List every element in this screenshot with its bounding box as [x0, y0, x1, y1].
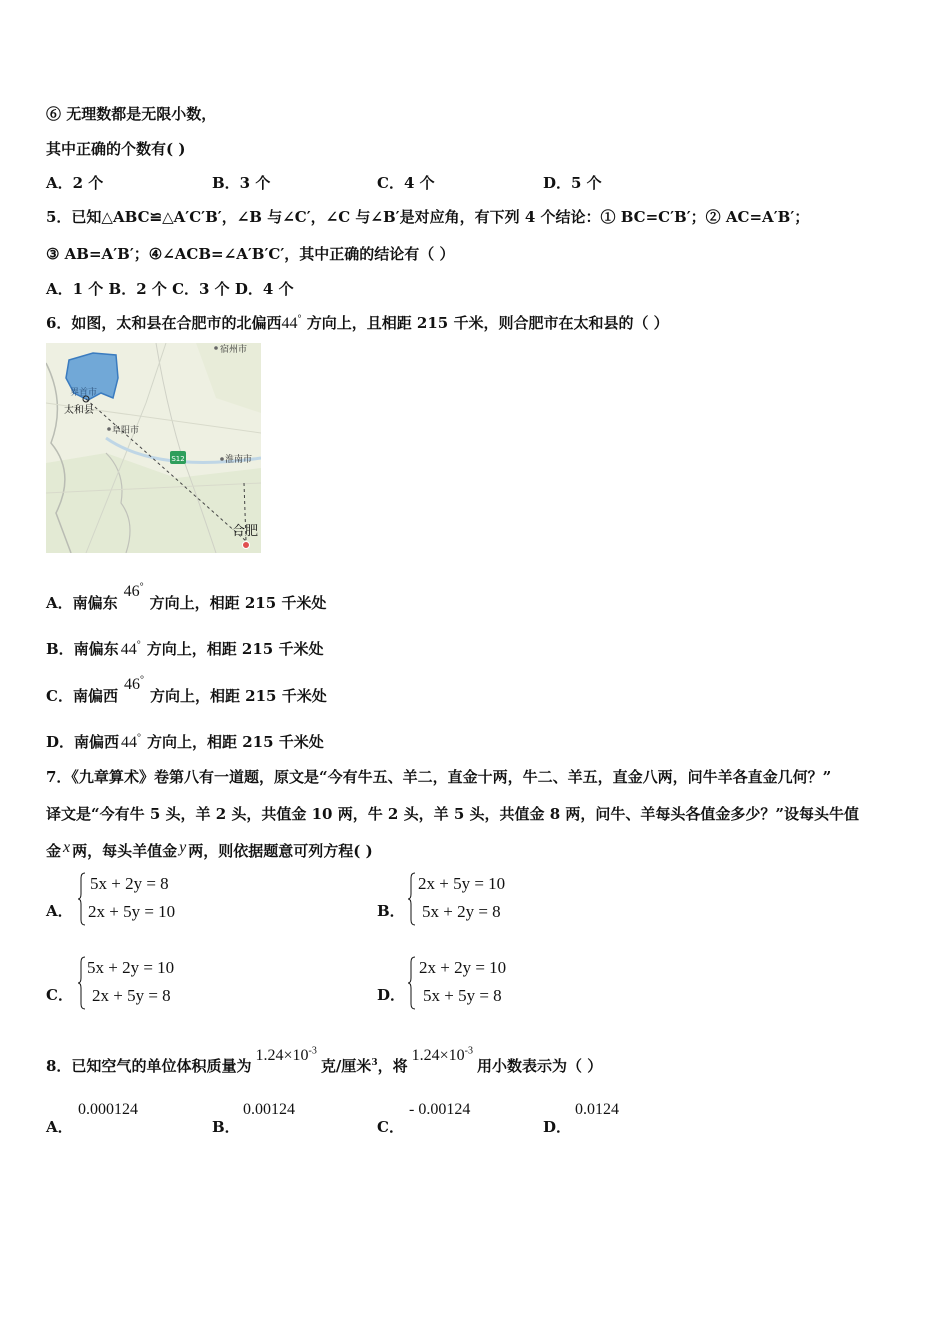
- var-x: x: [63, 839, 71, 856]
- q6-option-a-angle: 46°: [123, 581, 144, 600]
- q7-option-d-label: D．: [377, 986, 406, 1004]
- q6-option-a: A．南偏东46°方向上，相距 215 千米处: [46, 581, 327, 612]
- option-b: B．3 个: [212, 174, 271, 192]
- map-label-huainan: 淮南市: [225, 455, 253, 465]
- q8-option-c-label: C．: [377, 1118, 404, 1136]
- var-y: y: [179, 839, 187, 856]
- map-label-hefei: 合肥: [232, 524, 259, 539]
- q8-option-a-label: A．: [46, 1118, 73, 1136]
- q6-angle: 44°: [281, 313, 302, 332]
- q7-option-a-label: A．: [46, 902, 73, 920]
- q6-stem-b: 方向上，且相距 215 千米，则合肥市在太和县的（ ）: [306, 314, 669, 332]
- q7-option-d-system: 2x + 2y = 10 5x + 5y = 8: [408, 956, 558, 1012]
- question-prompt: 其中正确的个数有( ): [46, 140, 186, 158]
- q7-stem-line1: 7．《九章算术》卷第八有一道题，原文是“今有牛五、羊二，直金十两，牛二、羊五，直金八两，问牛羊各直金几何？”: [46, 768, 832, 786]
- q8-option-b-value: 0.00124: [243, 1101, 295, 1118]
- q7-option-a-system: 5x + 2y = 8 2x + 5y = 10: [78, 872, 228, 928]
- q8-option-d-value: 0.0124: [575, 1101, 619, 1118]
- q6-option-c: C．南偏西46°方向上，相距 215 千米处: [46, 674, 327, 705]
- q6-option-b: B．南偏东 44° 方向上，相距 215 千米处: [46, 639, 324, 658]
- q7-option-b-system: 2x + 5y = 10 5x + 2y = 8: [408, 872, 558, 928]
- option-a: A．2 个: [46, 174, 104, 192]
- q6-stem-a: 6．如图，太和县在合肥市的北偏西: [46, 314, 282, 332]
- q6-option-d-angle: 44°: [121, 732, 142, 751]
- map-label-road: S12: [171, 455, 185, 463]
- q5-stem-line2: ③ AB=A′B′；④∠ACB=∠A′B′C′，其中正确的结论有（ ）: [46, 245, 455, 263]
- q6-option-d: D．南偏西 44° 方向上，相距 215 千米处: [46, 732, 324, 751]
- q7-option-c-system: 5x + 2y = 10 2x + 5y = 8: [78, 956, 228, 1012]
- map-label-suzhou: 宿州市: [220, 345, 248, 355]
- map-label-fuyang: 阜阳市: [112, 426, 140, 436]
- q8-option-a-value: 0.000124: [78, 1101, 138, 1118]
- q8-option-b-label: B．: [212, 1118, 240, 1136]
- q5-stem-line1: 5．已知△ABC≌△A′C′B′，∠B 与∠C′，∠C 与∠B′是对应角，有下列 4 个结论：① BC=C′B′；② AC=A′B′；: [46, 208, 810, 226]
- q7-stem-line3: 金 x 两，每头羊值金 y 两，则依据题意可列方程( ): [46, 839, 373, 860]
- q7-option-b-label: B．: [377, 902, 405, 920]
- q8-stem: 8．已知空气的单位体积质量为$1.24\times 10^{-3}$克/厘米$^3$，将$1.24\times 10^{-3}$用小数表示为（ ）: [46, 1045, 603, 1075]
- q6-option-b-angle: 44°: [120, 639, 141, 658]
- q6-stem: [46, 312, 669, 333]
- map-figure: [46, 343, 261, 553]
- q6-option-c-angle: 46°: [123, 674, 144, 693]
- q8-option-d-label: D．: [543, 1118, 572, 1136]
- q8-value-1: $1.24\times 10^{-3}$: [255, 1045, 317, 1064]
- option-c: C．4 个: [377, 174, 435, 192]
- q8-option-c-value: - 0.00124: [409, 1101, 471, 1118]
- map-label-jieshou: 界首市: [70, 388, 98, 398]
- q7-option-c-label: C．: [46, 986, 73, 1004]
- q5-options: A．1 个 B．2 个 C．3 个 D．4 个: [46, 280, 294, 298]
- statement-6: ⑥ 无理数都是无限小数，: [46, 105, 217, 123]
- q7-stem-line2: 译文是“今有牛 5 头，羊 2 头，共值金 10 两，牛 2 头，羊 5 头，共值金 8 两，问牛、羊每头各值金多少？”设每头牛值: [46, 805, 859, 823]
- q8-value-2: $1.24\times 10^{-3}$: [411, 1045, 473, 1064]
- option-d: D．5 个: [543, 174, 602, 192]
- map-label-taihe: 太和县: [64, 405, 94, 416]
